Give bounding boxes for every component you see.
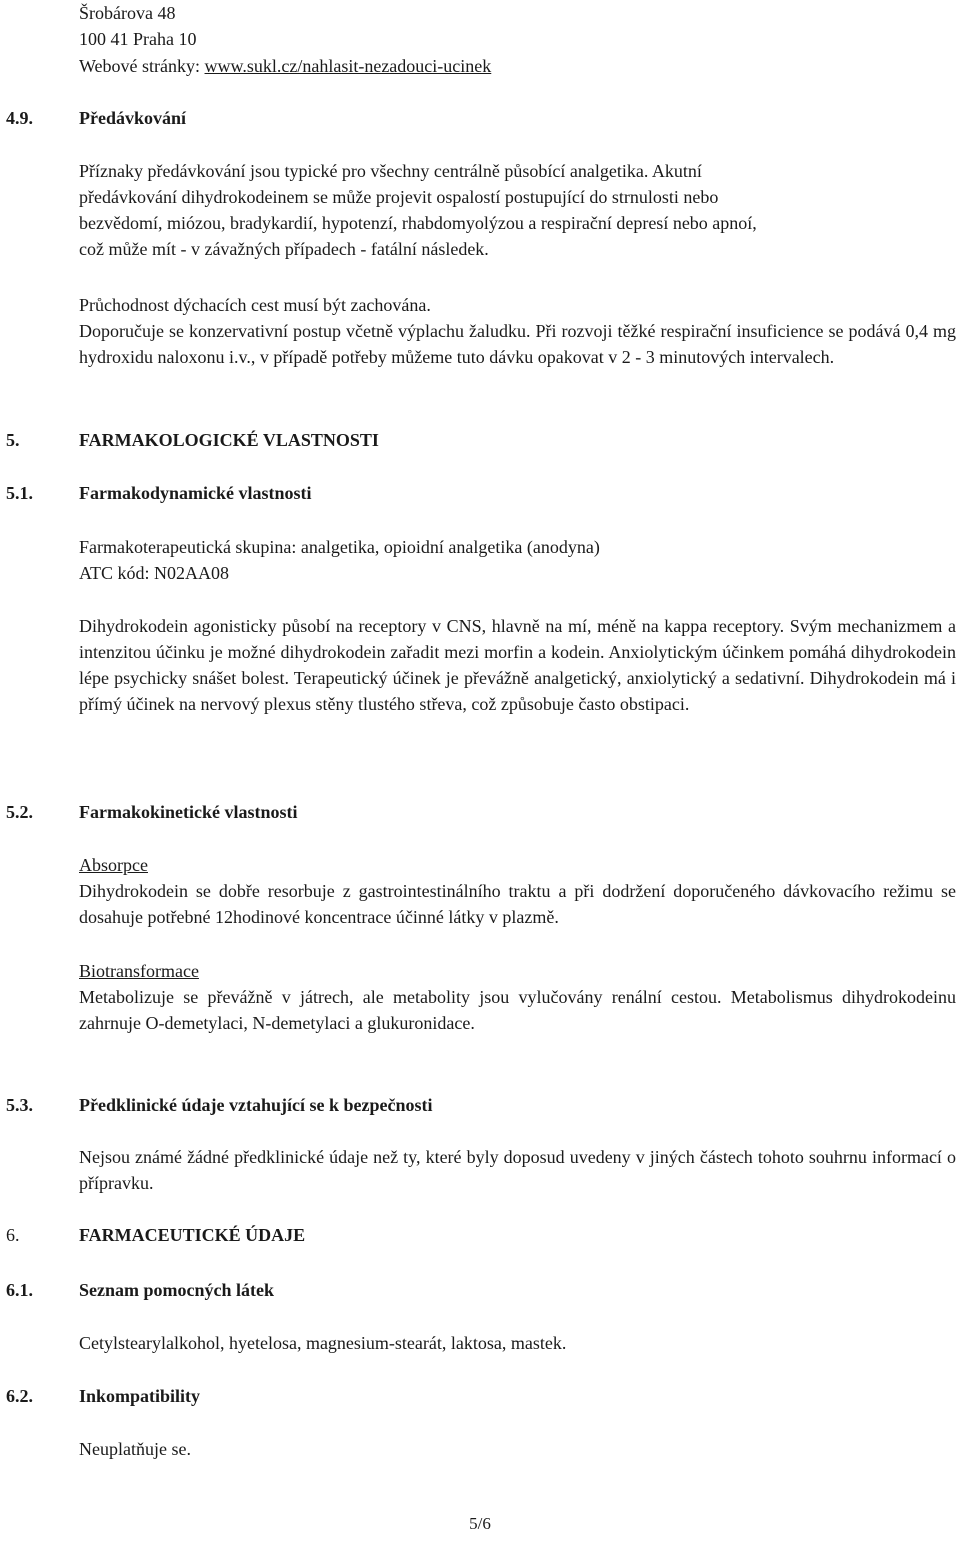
- section-5-2-number: 5.2.: [6, 802, 33, 822]
- section-5-3-title: Předklinické údaje vztahující se k bezpečnosti: [79, 1095, 433, 1115]
- section-5-3-number: 5.3.: [6, 1095, 33, 1115]
- overdose-line: což může mít - v závažných případech - fatální následek.: [79, 239, 489, 259]
- section-6-2-number: 6.2.: [6, 1386, 33, 1406]
- section-6-title: FARMACEUTICKÉ ÚDAJE: [79, 1225, 306, 1245]
- address-city: 100 41 Praha 10: [79, 29, 197, 49]
- web-link[interactable]: www.sukl.cz/nahlasit-nezadouci-ucinek: [204, 56, 492, 76]
- section-4-9-number: 4.9.: [6, 108, 33, 128]
- overdose-paragraph: [79, 158, 956, 262]
- overdose-line: bezvědomí, miózou, bradykardií, hypotenzí, rhabdomyolýzou a respirační depresí nebo apnoí,: [79, 213, 757, 233]
- overdose-line: Příznaky předávkování jsou typické pro všechny centrálně působící analgetika. Akutní: [79, 161, 702, 181]
- section-6-number: 6.: [6, 1225, 20, 1245]
- biotransformation-paragraph: Metabolizuje se převážně v játrech, ale metabolity jsou vylučovány renální cestou. Metabolismus dihydrokodeinu zahrnuje O-demetylaci, N-demetylaci a glukuronidace.: [79, 987, 956, 1033]
- section-6-2-title: Inkompatibility: [79, 1386, 201, 1406]
- incompatibilities-text: Neuplatňuje se.: [79, 1439, 191, 1459]
- page-number: 5/6: [469, 1514, 491, 1533]
- section-4-9-title: Předávkování: [79, 108, 187, 128]
- pharmacotherapeutic-group: Farmakoterapeutická skupina: analgetika, opioidní analgetika (anodyna): [79, 537, 600, 557]
- atc-code: ATC kód: N02AA08: [79, 563, 230, 583]
- address-web-label: Webové stránky:: [79, 56, 205, 76]
- section-5-1-title: Farmakodynamické vlastnosti: [79, 483, 312, 503]
- absorption-paragraph: Dihydrokodein se dobře resorbuje z gastrointestinálního traktu a při dodržení doporučeného dávkovacího režimu se dosahuje potřebné 12hodinové koncentrace účinné látky v plazmě.: [79, 881, 956, 927]
- section-5-1-number: 5.1.: [6, 483, 33, 503]
- excipients-text: Cetylstearylalkohol, hyetelosa, magnesium-stearát, laktosa, mastek.: [79, 1333, 567, 1353]
- pharmacodynamics-paragraph: Dihydrokodein agonisticky působí na receptory v CNS, hlavně na mí, méně na kappa receptory. Svým mechanizmem a intenzitou účinku je možné dihydrokodein zařadit mezi morfin a kodein. Anxiolytickým účinkem pomáhá dihydrokodein lépe psychicky snášet bolest. Terapeutický účinek je převážně analgetický, anxiolytický a sedativní. Dihydrokodein má i přímý účinek na nervový plexus stěny tlustého střeva, což způsobuje často obstipaci.: [79, 616, 956, 714]
- absorption-heading: Absorpce: [79, 855, 148, 875]
- address-web: [79, 53, 956, 79]
- section-5-number: 5.: [6, 430, 20, 450]
- section-6-1-title: Seznam pomocných látek: [79, 1280, 274, 1300]
- preclinical-paragraph: Nejsou známé žádné předklinické údaje než ty, které byly doposud uvedeny v jiných částech tohoto souhrnu informací o přípravku.: [79, 1147, 956, 1193]
- overdose-line: předávkování dihydrokodeinem se může projevit ospalostí postupující do strnulosti nebo: [79, 187, 719, 207]
- section-6-1-number: 6.1.: [6, 1280, 33, 1300]
- address-street: Šrobárova 48: [79, 3, 176, 23]
- treatment-paragraph: Doporučuje se konzervativní postup včetně výplachu žaludku. Při rozvoji těžké respirační insuficience se podává 0,4 mg hydroxidu naloxonu i.v., v případě potřeby můžeme tuto dávku opakovat v 2 - 3 minutových intervalech.: [79, 321, 956, 367]
- section-5-title: FARMAKOLOGICKÉ VLASTNOSTI: [79, 430, 379, 450]
- biotransformation-heading: Biotransformace: [79, 961, 199, 981]
- airway-paragraph: Průchodnost dýchacích cest musí být zachována.: [79, 295, 431, 315]
- section-5-2-title: Farmakokinetické vlastnosti: [79, 802, 298, 822]
